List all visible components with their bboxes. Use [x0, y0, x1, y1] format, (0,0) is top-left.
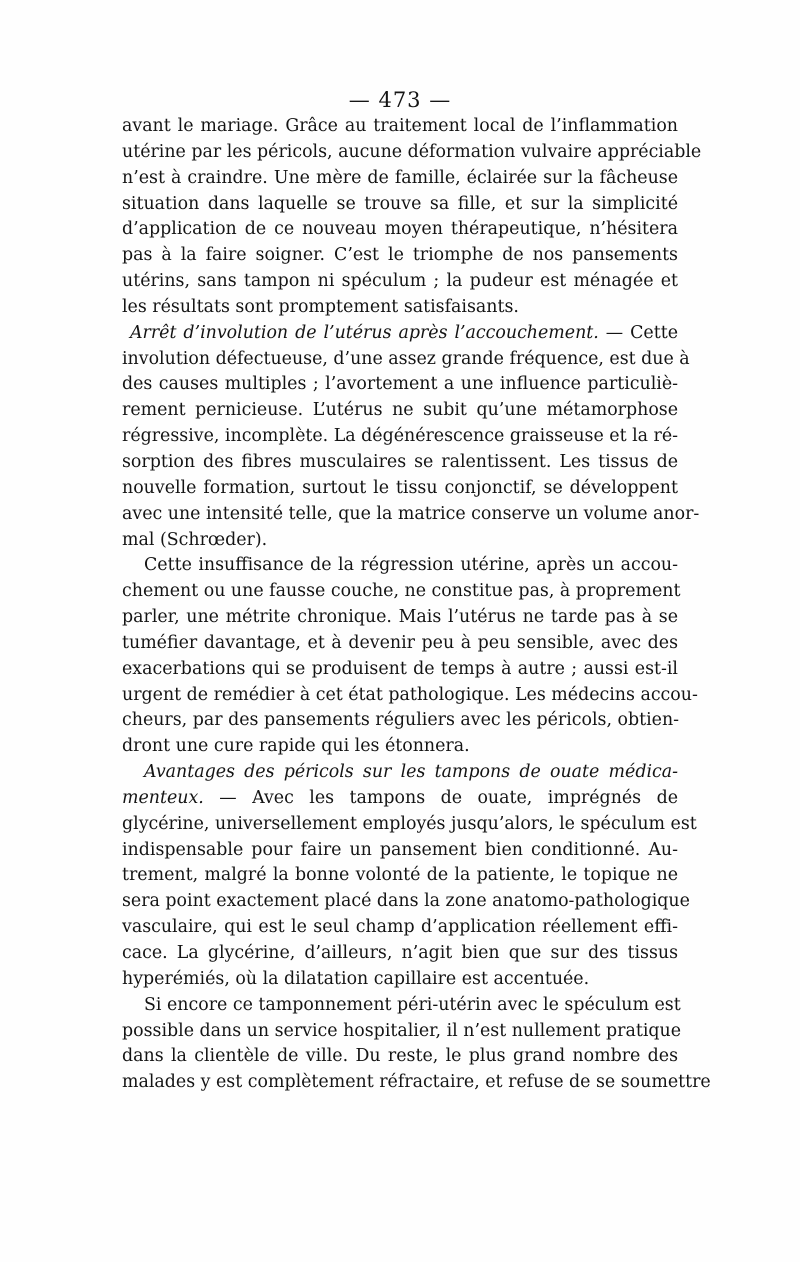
text-segment: parler, une métrite chronique. Mais l’utérus ne tarde pas à se — [122, 607, 678, 628]
text-line — [122, 398, 678, 424]
italic-heading: Arrêt d’involution de l’utérus après l’accouchement. — [130, 322, 599, 343]
paragraph — [122, 993, 711, 1096]
text-line — [122, 708, 678, 734]
text-line — [122, 631, 678, 657]
text-segment: n’est à craindre. Une mère de famille, éclairée sur la fâcheuse — [122, 167, 678, 188]
text-segment: tuméfier davantage, et à devenir peu à peu sensible, avec des — [122, 632, 678, 653]
text-segment: cheurs, par des pansements réguliers avec les péricols, obtien- — [122, 710, 680, 731]
text-segment: cace. La glycérine, d’ailleurs, n’agit bien que sur des tissus — [122, 943, 678, 963]
text-segment: Si encore ce tamponnement péri-utérin avec le spéculum est — [144, 994, 681, 1015]
text-segment: vasculaire, qui est le seul champ d’application réellement effi- — [122, 917, 678, 938]
text-line — [122, 321, 678, 347]
text-line — [122, 1070, 711, 1096]
text-line — [122, 863, 678, 889]
text-segment: utérins, sans tampon ni spéculum ; la pudeur est ménagée et — [122, 271, 678, 292]
text-line — [122, 838, 678, 864]
text-line — [122, 993, 681, 1019]
text-line — [122, 1044, 678, 1070]
text-segment: nouvelle formation, surtout le tissu conjonctif, se développent — [122, 477, 678, 498]
text-line — [122, 269, 678, 295]
text-line — [122, 476, 678, 502]
text-segment: situation dans laquelle se trouve sa fille, et sur la simplicité — [122, 193, 678, 214]
text-line — [122, 140, 702, 166]
text-segment: d’application de ce nouveau moyen thérapeutique, n’hésitera — [122, 219, 678, 240]
text-segment: dront une cure rapide qui les étonnera. — [122, 736, 470, 757]
text-segment: trement, malgré la bonne volonté de la patiente, le topique ne — [122, 865, 678, 886]
text-segment: mal (Schrœder). — [122, 529, 268, 550]
text-segment: exacerbations qui se produisent de temps à autre ; aussi est-il — [122, 658, 678, 679]
text-segment: régressive, incomplète. La dégénérescence graisseuse et la ré- — [122, 426, 679, 447]
paragraph — [122, 114, 702, 321]
text-line — [122, 553, 678, 579]
text-line — [122, 243, 678, 269]
text-line — [122, 450, 678, 476]
text-segment: pas à la faire soigner. C’est le triomphe de nos pansements — [122, 245, 678, 266]
text-segment: chement ou une fausse couche, ne constitue pas, à proprement — [122, 581, 681, 602]
text-segment: possible dans un service hospitalier, il n’est nullement pratique — [122, 1020, 682, 1041]
text-line — [122, 347, 690, 373]
text-segment: involution défectueuse, d’une assez grande fréquence, est due à — [122, 348, 690, 369]
text-line — [122, 424, 678, 450]
text-segment: avant le mariage. Grâce au traitement local de l’inflammation — [122, 116, 678, 136]
text-segment: Cette insuffisance de la régression utérine, après un accou- — [144, 555, 678, 576]
text-line — [122, 967, 678, 993]
italic-heading: menteux. — [122, 787, 204, 808]
text-line — [122, 528, 678, 554]
paragraph — [122, 553, 698, 760]
text-segment: — Avec les tampons de ouate, imprégnés de — [203, 787, 678, 808]
text-line — [122, 579, 681, 605]
text-line — [122, 192, 678, 218]
body-text — [122, 114, 711, 1096]
text-line — [122, 657, 678, 683]
text-segment: glycérine, universellement employés jusqu’alors, le spéculum est — [122, 813, 697, 834]
text-segment: utérine par les péricols, aucune déformation vulvaire appréciable — [122, 141, 702, 162]
paragraph — [122, 321, 700, 554]
italic-heading: Avantages des péricols sur les tampons de ouate médica- — [144, 762, 678, 783]
text-segment: dans la clientèle de ville. Du reste, le plus grand nombre des — [122, 1046, 678, 1067]
text-line — [122, 217, 678, 243]
text-line — [122, 683, 698, 709]
text-line — [122, 889, 690, 915]
text-segment: indispensable pour faire un pansement bien conditionné. Au- — [122, 839, 678, 860]
text-segment: des causes multiples ; l’avortement a une influence particuliè- — [122, 374, 678, 395]
text-segment: sorption des fibres musculaires se ralentissent. Les tissus de — [122, 451, 678, 472]
page-number: — 473 — — [348, 88, 452, 112]
text-segment: — Cette — [598, 322, 678, 343]
text-segment: avec une intensité telle, que la matrice conserve un volume anor- — [122, 503, 700, 524]
text-line — [122, 372, 678, 398]
text-line — [122, 295, 678, 321]
text-segment: sera point exactement placé dans la zone anatomo-pathologique — [122, 891, 690, 912]
text-segment: rement pernicieuse. L’utérus ne subit qu’une métamorphose — [122, 400, 678, 421]
text-line — [122, 812, 697, 838]
text-line — [122, 166, 678, 192]
text-segment: les résultats sont promptement satisfaisants. — [122, 296, 519, 317]
text-segment: urgent de remédier à cet état pathologique. Les médecins accou- — [122, 684, 698, 705]
text-line — [122, 114, 678, 140]
text-line — [122, 760, 678, 786]
text-line — [122, 786, 678, 812]
text-line — [122, 941, 678, 967]
text-segment: malades y est complètement réfractaire, et refuse de se soumettre — [122, 1072, 711, 1093]
text-line — [122, 605, 678, 631]
text-line — [122, 915, 678, 941]
text-segment: hyperémiés, où la dilatation capillaire est accentuée. — [122, 968, 590, 989]
text-line — [122, 734, 678, 760]
text-line — [122, 1019, 682, 1045]
paragraph — [122, 760, 697, 993]
text-line — [122, 502, 700, 528]
